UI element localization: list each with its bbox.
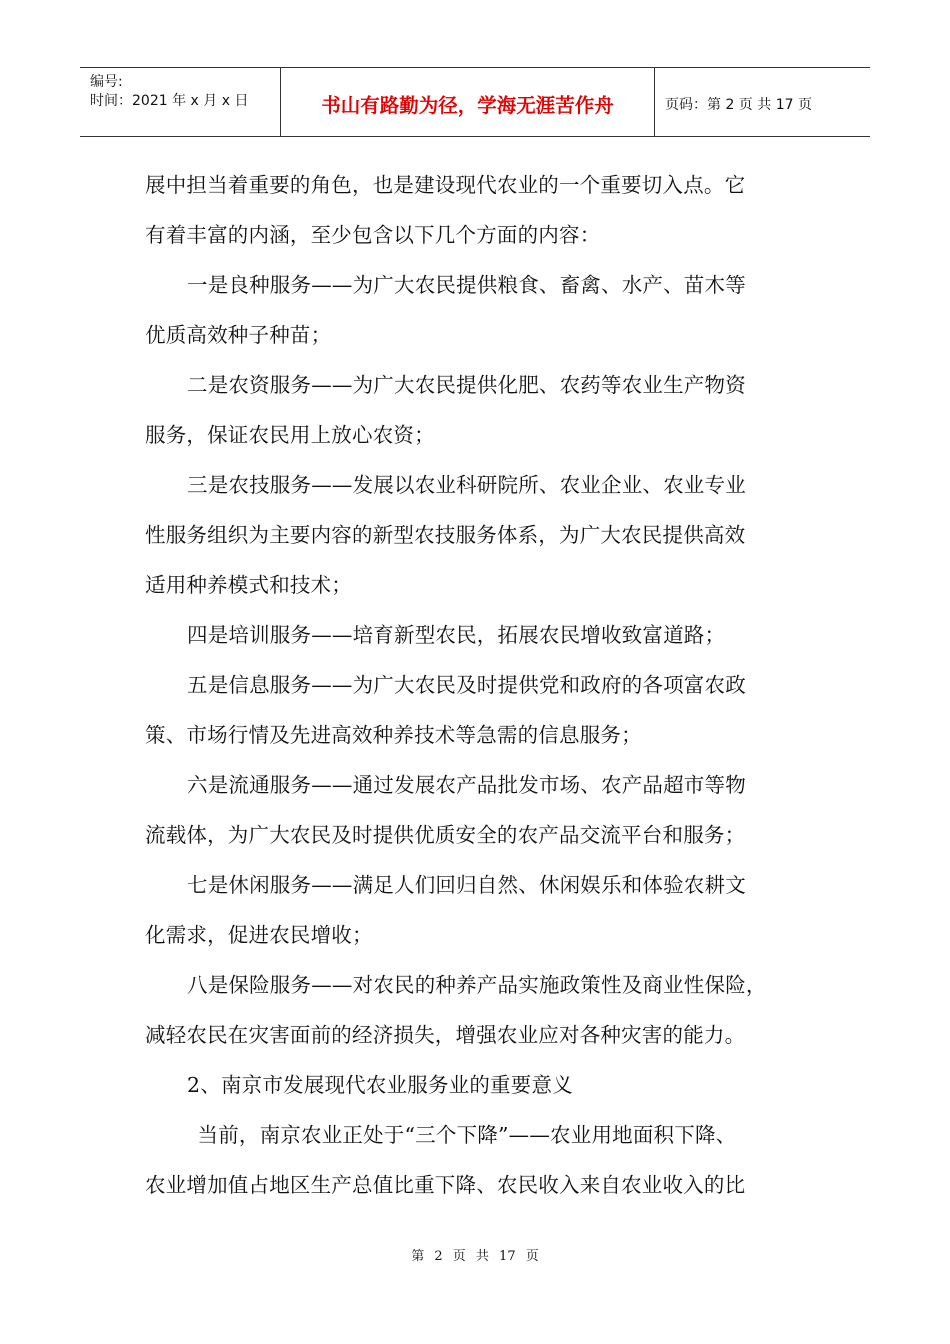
page-header <box>80 67 870 137</box>
header-meta <box>80 68 281 136</box>
body-line: 农业增加值占地区生产总值比重下降、农民收入来自农业收入的比 <box>145 1173 746 1197</box>
header-page-info: 页码：第 2 页 共 17 页 <box>665 97 812 113</box>
document-number-label: 编号: <box>90 74 123 90</box>
document-date: 时间：2021 年 x 月 x 日 <box>90 93 249 109</box>
body-line: 三是农技服务——发展以农业科研院所、农业企业、农业专业 <box>187 473 746 497</box>
page-footer: 第 2 页 共 17 页 <box>411 1249 539 1264</box>
body-line: 展中担当着重要的角色，也是建设现代农业的一个重要切入点。它 <box>145 173 746 197</box>
body-line: 流载体，为广大农民及时提供优质安全的农产品交流平台和服务； <box>145 823 746 847</box>
body-line: 化需求，促进农民增收； <box>145 923 373 947</box>
body-line: 八是保险服务——对农民的种养产品实施政策性及商业性保险， <box>187 973 767 997</box>
header-motto: 书山有路勤为径，学海无涯苦作舟 <box>281 68 655 136</box>
body-line: 当前，南京农业正处于“三个下降”——农业用地面积下降、 <box>197 1123 737 1147</box>
body-line: 减轻农民在灾害面前的经济损失，增强农业应对各种灾害的能力。 <box>145 1023 746 1047</box>
body-line: 优质高效种子种苗； <box>145 323 332 347</box>
body-line: 适用种养模式和技术； <box>145 573 352 597</box>
body-line: 2、南京市发展现代农业服务业的重要意义 <box>187 1073 573 1097</box>
body-line: 有着丰富的内涵，至少包含以下几个方面的内容： <box>145 223 601 247</box>
body-line: 性服务组织为主要内容的新型农技服务体系，为广大农民提供高效 <box>145 523 746 547</box>
body-line: 二是农资服务——为广大农民提供化肥、农药等农业生产物资 <box>187 373 746 397</box>
body-line: 一是良种服务——为广大农民提供粮食、畜禽、水产、苗木等 <box>187 273 746 297</box>
body-line: 六是流通服务——通过发展农产品批发市场、农产品超市等物 <box>187 773 746 797</box>
body-line: 七是休闲服务——满足人们回归自然、休闲娱乐和体验农耕文 <box>187 873 746 897</box>
body-line: 四是培训服务——培育新型农民，拓展农民增收致富道路； <box>187 623 726 647</box>
document-body <box>145 160 810 1210</box>
body-line: 五是信息服务——为广大农民及时提供党和政府的各项富农政 <box>187 673 746 697</box>
body-line: 服务，保证农民用上放心农资； <box>145 423 435 447</box>
body-line: 策、市场行情及先进高效种养技术等急需的信息服务； <box>145 723 642 747</box>
